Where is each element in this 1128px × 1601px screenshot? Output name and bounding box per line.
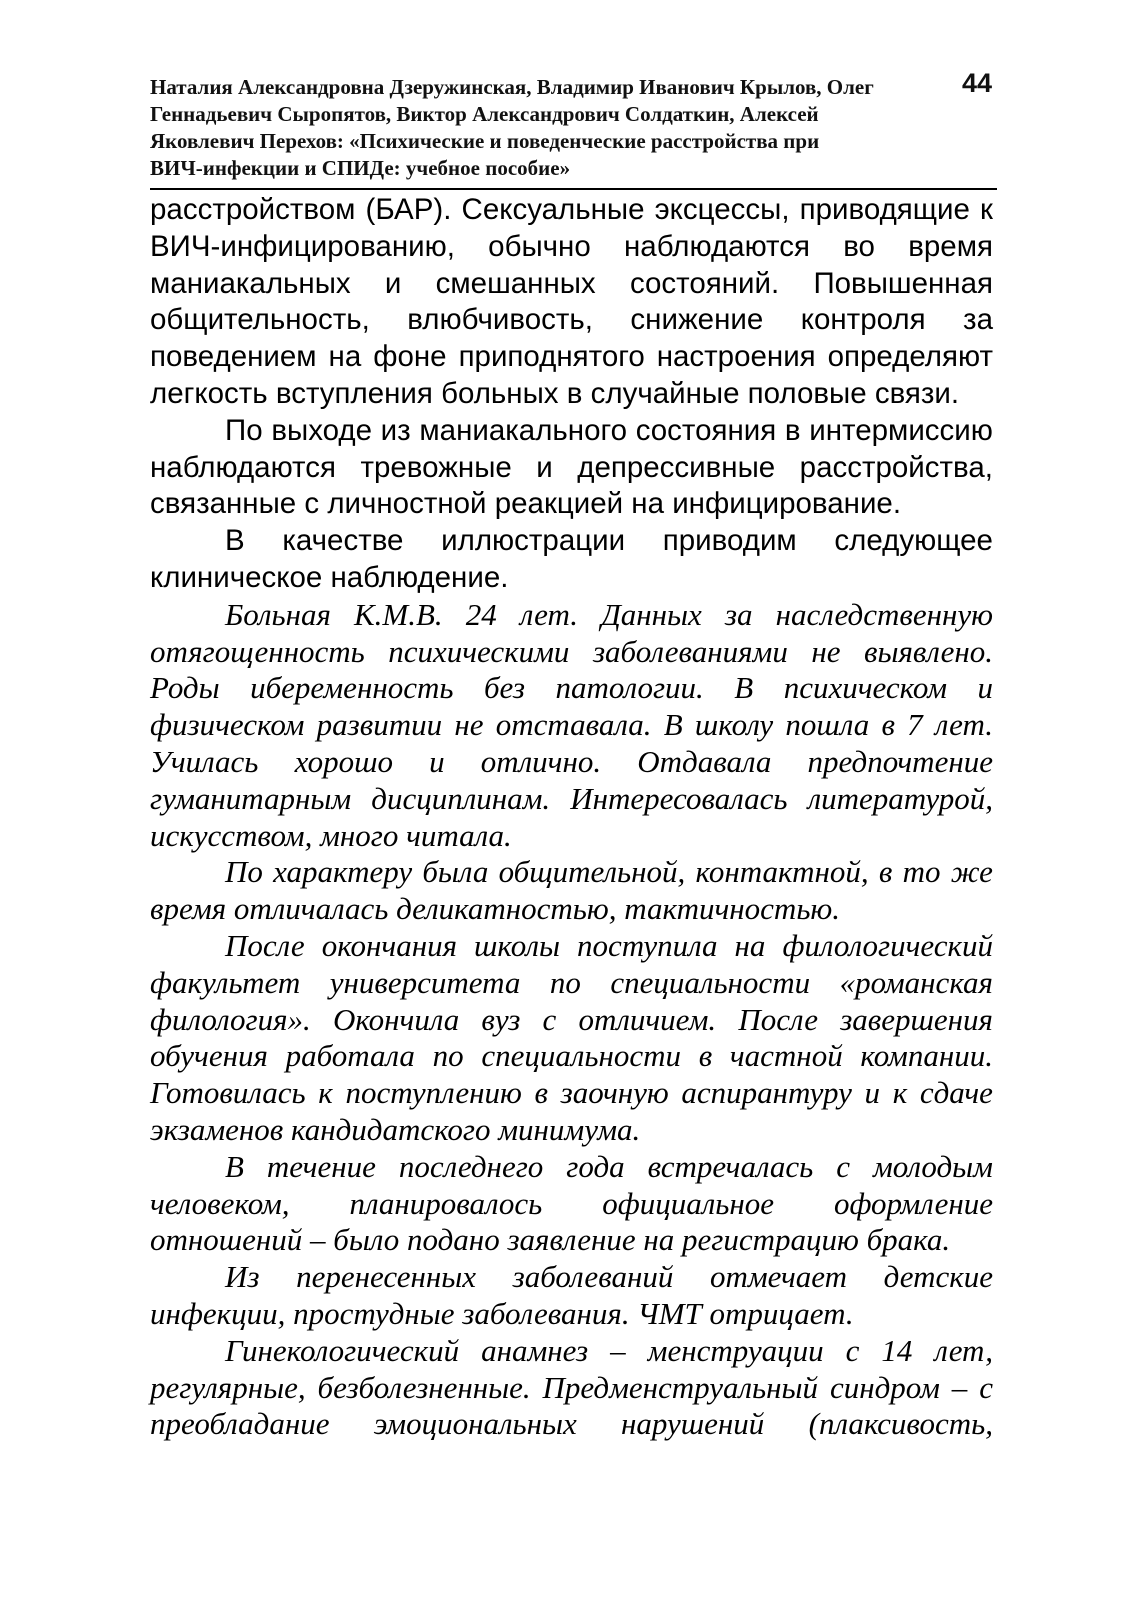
text-line: искусством, много читала. bbox=[150, 817, 512, 853]
running-header bbox=[150, 74, 995, 182]
text-line: клиническое наблюдение. bbox=[150, 560, 509, 594]
text-line: В течение последнего года встречалась с молодым bbox=[225, 1148, 993, 1184]
text-line: связанные с личностной реакцией на инфицирование. bbox=[150, 487, 902, 521]
text-line: наблюдаются тревожные и депрессивные расстройства, bbox=[150, 450, 993, 484]
text-line: По характеру была общительной, контактной, в то же bbox=[225, 854, 993, 890]
text-line: Из перенесенных заболеваний отмечает детские bbox=[225, 1259, 993, 1295]
text-line: расстройством (БАР). Сексуальные эксцессы, приводящие к bbox=[150, 193, 993, 226]
text-line: инфекции, простудные заболевания. ЧМТ отрицает. bbox=[150, 1295, 854, 1331]
text-line: Готовилась к поступлению в заочную аспирантуру и к сдаче bbox=[150, 1075, 993, 1111]
body-text bbox=[150, 192, 993, 1443]
text-line: По выходе из маниакального состояния в интермиссию bbox=[225, 413, 993, 447]
text-line: поведением на фоне приподнятого настроения определяют bbox=[150, 340, 993, 374]
text-line: После окончания школы поступила на филологический bbox=[225, 927, 993, 963]
header-line: Геннадьевич Сыропятов, Виктор Александрович Солдаткин, Алексей bbox=[150, 102, 819, 126]
text-line: В качестве иллюстрации приводим следующее bbox=[225, 524, 993, 558]
text-line: общительность, влюбчивость, снижение контроля за bbox=[150, 303, 993, 337]
text-line: отношений – было подано заявление на регистрацию брака. bbox=[150, 1222, 951, 1258]
header-line: ВИЧ-инфекции и СПИДе: учебное пособие» bbox=[150, 156, 571, 180]
text-line: человеком, планировалось официальное оформление bbox=[150, 1185, 993, 1221]
text-line: обучения работала по специальности в частной компании. bbox=[150, 1038, 993, 1074]
text-line: легкость вступления больных в случайные половые связи. bbox=[150, 376, 960, 410]
text-line: Училась хорошо и отлично. Отдавала предпочтение bbox=[150, 743, 993, 779]
text-line: ВИЧ-инфицированию, обычно наблюдаются во время bbox=[150, 229, 993, 263]
text-line: Роды ибеременность без патологии. В психическом и bbox=[150, 670, 993, 706]
text-line: гуманитарным дисциплинам. Интересовалась литературой, bbox=[150, 780, 993, 816]
text-line: маниакальных и смешанных состояний. Повышенная bbox=[150, 266, 993, 300]
text-line: физическом развитии не отставала. В школу пошла в 7 лет. bbox=[150, 707, 993, 743]
text-line: преобладание эмоциональных нарушений (плаксивость, bbox=[150, 1406, 993, 1442]
header-line: Наталия Александровна Дзеружинская, Владимир Иванович Крылов, Олег bbox=[150, 75, 874, 99]
text-line: Гинекологический анамнез – менструации с 14 лет, bbox=[225, 1332, 993, 1368]
text-line: филология». Окончила вуз с отличием. После завершения bbox=[150, 1001, 993, 1037]
text-line: регулярные, безболезненные. Предменструальный синдром – с bbox=[150, 1369, 993, 1405]
text-line: факультет университета по специальности «романская bbox=[150, 964, 993, 1000]
page-number: 44 bbox=[962, 68, 993, 98]
text-line: Больная К.М.В. 24 лет. Данных за наследственную bbox=[225, 596, 993, 632]
header-divider bbox=[150, 188, 997, 190]
text-line: отягощенность психическими заболеваниями не выявлено. bbox=[150, 633, 993, 669]
header-line: Яковлевич Перехов: «Психические и поведенческие расстройства при bbox=[150, 129, 820, 153]
text-line: время отличалась деликатностью, тактичностью. bbox=[150, 891, 841, 927]
text-line: экзаменов кандидатского минимума. bbox=[150, 1111, 641, 1147]
